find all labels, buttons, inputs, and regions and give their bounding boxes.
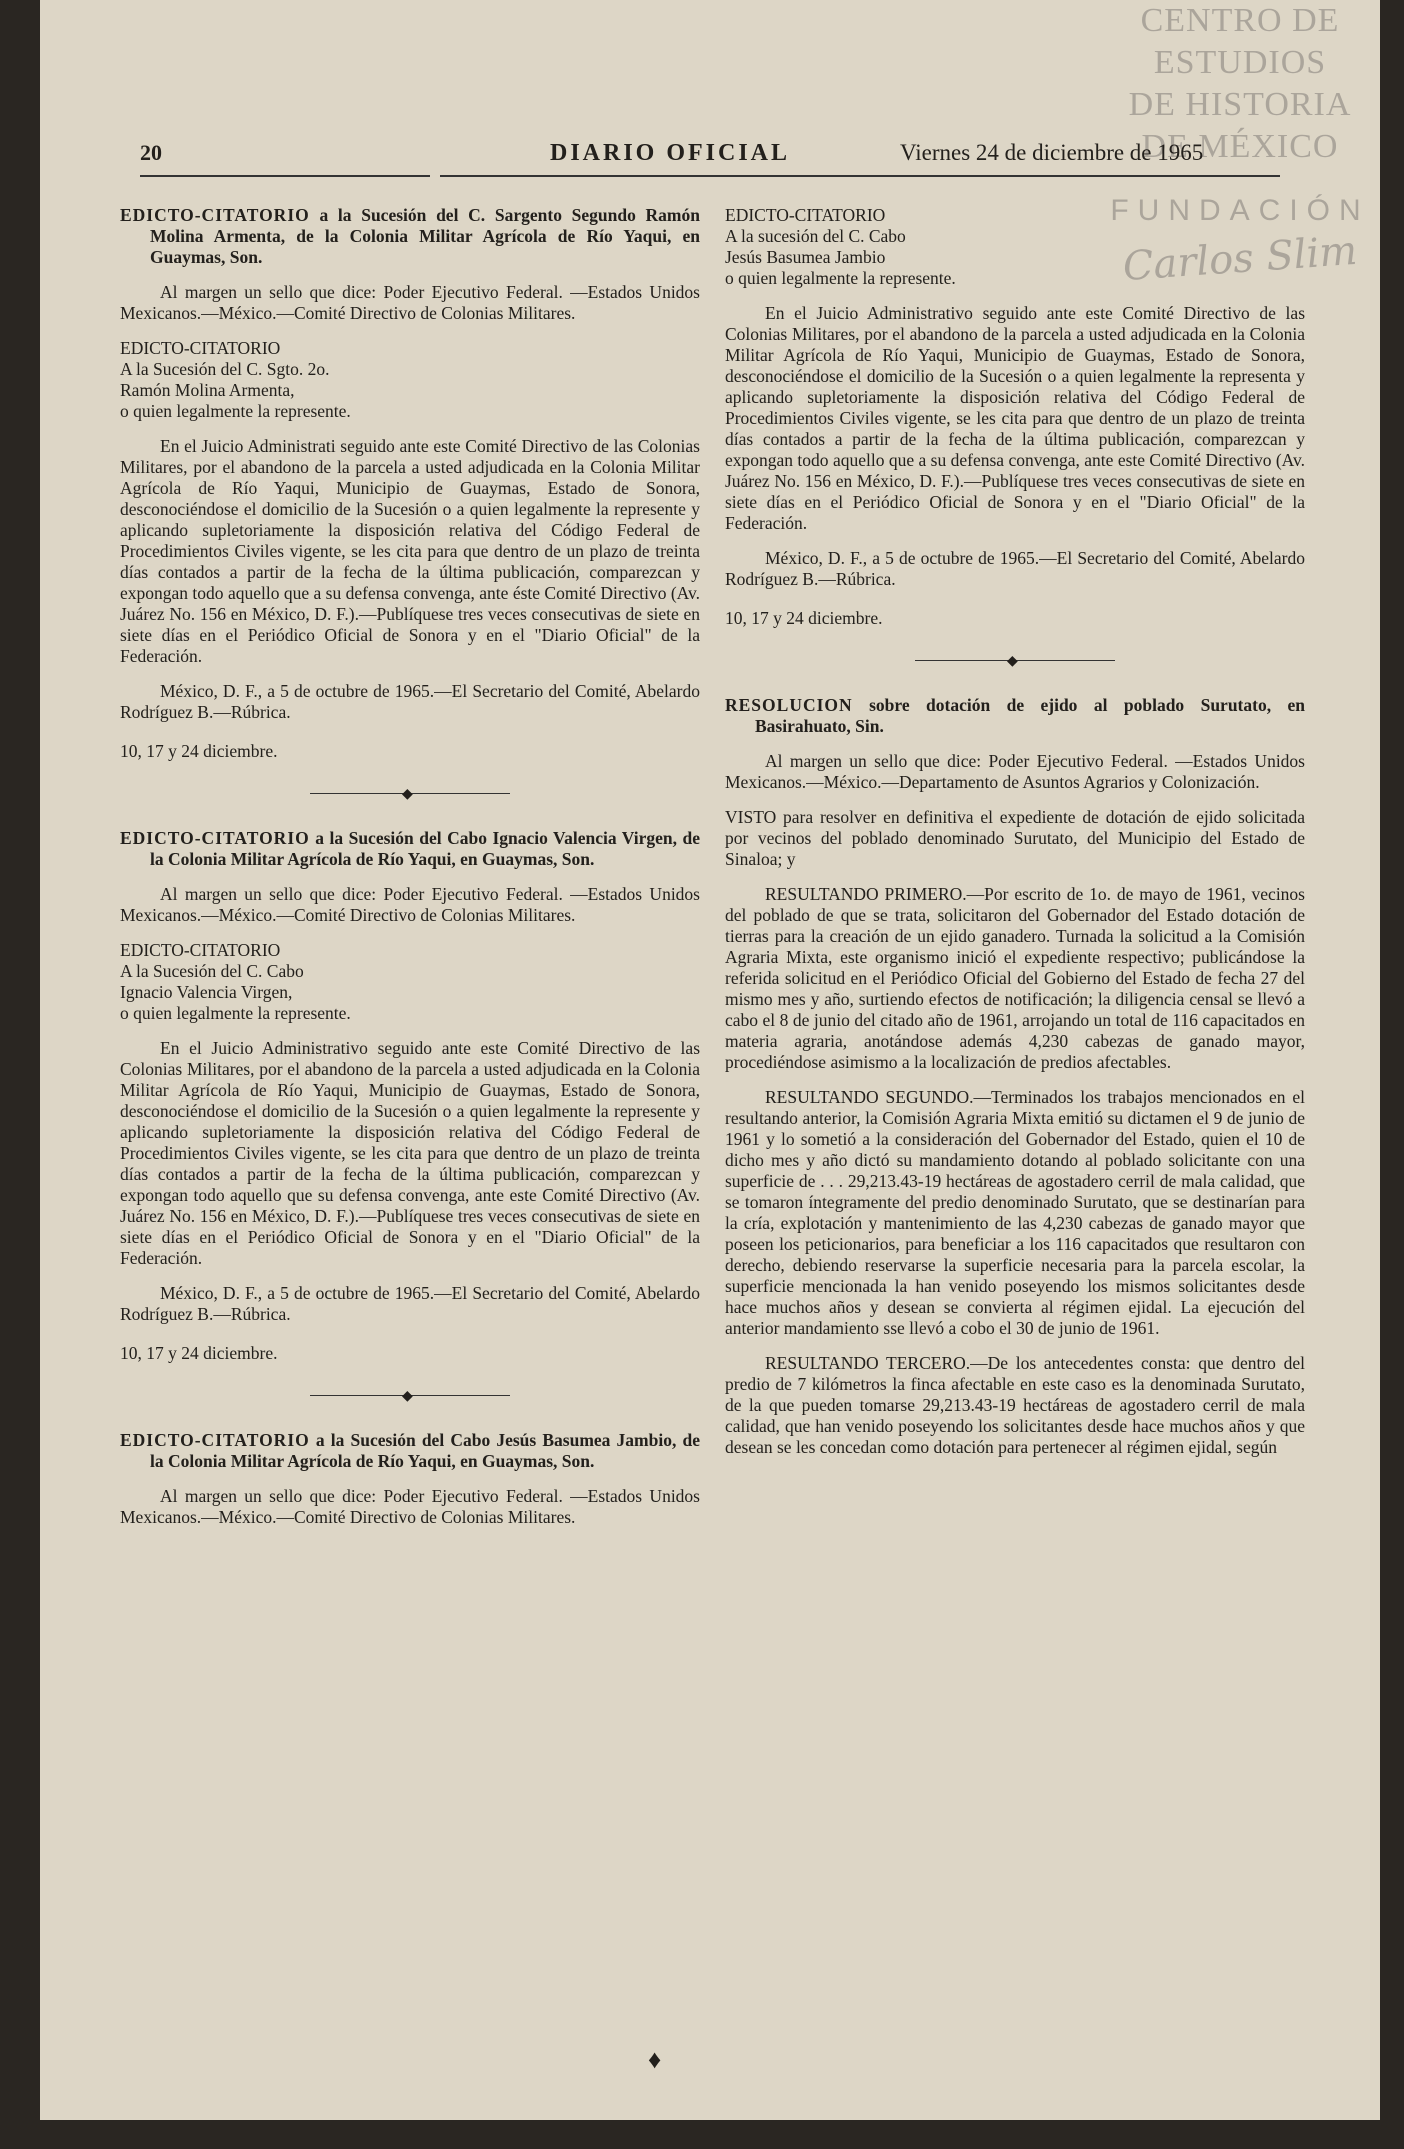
notice-address: EDICTO-CITATORIO A la sucesión del C. Cabo Jesús Basumea Jambio o quien legalmente la represente. [725, 205, 956, 288]
notice-body: En el Juicio Administrativo seguido ante este Comité Directivo de las Colonias Militares, por el abandono de la parcela a usted adjudicada en la Colonia Militar Agrícola de Río Yaqui, Municipio de Guaymas, Estado de Sonora, desconociéndose el domicilio de la Sucesión o a quien legalmente la represente y aplicando supletoriamente la disposición relativa del Código Federal de Procedimientos Civiles vigente, se les cita para que dentro de un plazo de treinta días contados a partir de la fecha de la última publicación, comparezcan y expongan todo aquello que su defensa convenga, ante este Comité Directivo (Av. Juárez No. 156 en México, D. F.).—Publíquese tres veces consecutivas de siete en siete días en el Periódico Oficial de Sonora y en el "Diario Oficial" de la Federación. [120, 1038, 700, 1268]
publication-dates: 10, 17 y 24 diciembre. [120, 741, 278, 761]
seal-text: Al margen un sello que dice: Poder Ejecutivo Federal. —Estados Unidos Mexicanos.—México.—Comité Directivo de Colonias Militares. [120, 282, 700, 323]
seal-text: Al margen un sello que dice: Poder Ejecutivo Federal. —Estados Unidos Mexicanos.—México.—Comité Directivo de Colonias Militares. [120, 884, 700, 925]
resultando-primero: RESULTANDO PRIMERO.—Por escrito de 1o. de mayo de 1961, vecinos del poblado de que se trata, solicitaron del Gobernador del Estado dotación de tierras para la creación de un ejido ganadero. Turnada la solicitud a la Comisión Agraria Mixta, este organismo inició el expediente respectivo; publicándose la referida solicitud en el Periódico Oficial del Gobierno del Estado de fecha 27 del mismo mes y año, surtiendo efectos de notificación; la diligencia censal se llevó a cabo el 8 de junio del citado año de 1961, arrojando un total de 116 capacitados en materia agraria, anotándose además 4,230 cabezas de ganado mayor, procediéndose asimismo a la localización de predios afectables. [725, 884, 1305, 1072]
page-number: 20 [140, 140, 162, 165]
watermark-line: DE MÉXICO [1141, 128, 1339, 165]
issue-date: Viernes 24 de diciembre de 1965 [900, 140, 1204, 165]
publication-dates: 10, 17 y 24 diciembre. [120, 1343, 278, 1363]
resolution-title: RESOLUCION sobre dotación de ejido al poblado Surutato, en Basirahuato, Sin. [725, 695, 1305, 736]
section-divider: ◆ [725, 651, 1305, 671]
header-rule [440, 175, 1280, 177]
seal-text: Al margen un sello que dice: Poder Ejecutivo Federal. —Estados Unidos Mexicanos.—México.—Comité Directivo de Colonias Militares. [120, 1486, 700, 1527]
signature-line: México, D. F., a 5 de octubre de 1965.—El Secretario del Comité, Abelardo Rodríguez B.—Rúbrica. [120, 681, 700, 722]
seal-text: Al margen un sello que dice: Poder Ejecutivo Federal. —Estados Unidos Mexicanos.—México.—Departamento de Asuntos Agrarios y Colonización. [725, 751, 1305, 792]
notice-body: En el Juicio Administrativo seguido ante este Comité Directivo de las Colonias Militares, por el abandono de la parcela a usted adjudicada en la Colonia Militar Agrícola de Río Yaqui, Municipio de Guaymas, Estado de Sonora, desconociéndose el domicilio de la Sucesión o a quien legalmente la representa y aplicando supletoriamente la disposición relativa del Código Federal de Procedimientos Civiles vigente, se les cita para que dentro de un plazo de treinta días contados a partir de la fecha de la última publicación, comparezcan y expongan todo aquello que a su defensa convenga, ante este Comité Directivo (Av. Juárez No. 156 en México, D. F.).—Publíquese tres veces consecutivas de siete en siete días en el Periódico Oficial de Sonora y en el "Diario Oficial" de la Federación. [725, 303, 1305, 533]
watermark-signature: Carlos Slim [1121, 227, 1359, 291]
notice-address: EDICTO-CITATORIO A la Sucesión del C. Cabo Ignacio Valencia Virgen, o quien legalmente la represente. [120, 940, 351, 1023]
notice-body: En el Juicio Administrati seguido ante este Comité Directivo de las Colonias Militares, por el abandono de la parcela a usted adjudicada en la Colonia Militar Agrícola de Río Yaqui, Municipio de Guaymas, Estado de Sonora, desconociéndose el domicilio de la Sucesión o a quien legalmente la represente y aplicando supletoriamente la disposición relativa del Código Federal de Procedimientos Civiles vigente, se les cita para que dentro de un plazo de treinta días contados a partir de la fecha de la última publicación, comparezcan y expongan todo aquello que a su defensa convenga, ante éste Comité Directivo (Av. Juárez No. 156 en México, D. F.).—Publíquese tres veces consecutivas de siete en siete días en el Periódico Oficial de Sonora y en el "Diario Oficial" de la Federación. [120, 436, 700, 666]
watermark-foundation: FUNDACIÓN [1110, 194, 1370, 227]
notice-address: EDICTO-CITATORIO A la Sucesión del C. Sgto. 2o. Ramón Molina Armenta, o quien legalmente la represente. [120, 338, 351, 421]
resultando-tercero: RESULTANDO TERCERO.—De los antecedentes consta: que dentro del predio de 7 kilómetros la finca afectable en este caso es la denominada Surutato, de la que pueden tomarse 29,213.43-19 hectáreas de agostadero cerril de mala calidad, que han venido poseyendo los solicitantes desde hace muchos años y que desean se les concedan como dotación para pertenecer al régimen ejidal, según [725, 1353, 1305, 1457]
notice-title: EDICTO-CITATORIO a la Sucesión del C. Sargento Segundo Ramón Molina Armenta, de la Colonia Militar Agrícola de Río Yaqui, en Guaymas, Son. [120, 205, 700, 267]
newspaper-page [40, 0, 1380, 2120]
signature-line: México, D. F., a 5 de octubre de 1965.—El Secretario del Comité, Abelardo Rodríguez B.—Rúbrica. [120, 1283, 700, 1324]
journal-title: DIARIO OFICIAL [550, 140, 791, 166]
watermark-line: DE HISTORIA [1128, 86, 1352, 123]
notice-title: EDICTO-CITATORIO a la Sucesión del Cabo Jesús Basumea Jambio, de la Colonia Militar Agrícola de Río Yaqui, en Guaymas, Son. [120, 1430, 700, 1471]
visto-paragraph: VISTO para resolver en definitiva el expediente de dotación de ejido solicitada por vecinos del poblado denominado Surutato, del Municipio del Estado de Sinaloa; y [725, 807, 1305, 869]
section-divider: ◆ [120, 1386, 700, 1406]
section-divider: ◆ [120, 784, 700, 804]
left-column [120, 205, 700, 1542]
watermark-line: ESTUDIOS [1153, 44, 1327, 81]
right-column [725, 205, 1305, 1472]
notice-title: EDICTO-CITATORIO a la Sucesión del Cabo Ignacio Valencia Virgen, de la Colonia Militar Agrícola de Río Yaqui, en Guaymas, Son. [120, 828, 700, 869]
header-rule [140, 175, 430, 177]
publication-dates: 10, 17 y 24 diciembre. [725, 608, 883, 628]
page-header [140, 140, 1280, 180]
watermark-line: CENTRO DE [1140, 2, 1340, 39]
signature-line: México, D. F., a 5 de octubre de 1965.—El Secretario del Comité, Abelardo Rodríguez B.—Rúbrica. [725, 548, 1305, 589]
resultando-segundo: RESULTANDO SEGUNDO.—Terminados los trabajos mencionados en el resultando anterior, la Comisión Agraria Mixta emitió su dictamen el 9 de junio de 1961 y lo sometió a la consideración del Gobernador del Estado, quien el 10 de dicho mes y año dictó su mandamiento dotando al poblado solicitante con una superficie de . . . 29,213.43-19 hectáreas de agostadero cerril de mala calidad, que se tomaron íntegramente del predio denominado Surutato, que se destinarían para la cría, explotación y mantenimiento de las 4,230 cabezas de ganado mayor que poseen los peticionarios, para beneficiar a los 116 capacitados que resultaron con derecho, debiendo reservarse la superficie necesaria para la parcela escolar, la superficie mencionada la han venido poseyendo los mismos solicitantes desde hace muchos años y desean se convierta al régimen ejidal. La ejecución del anterior mandamiento sse llevó a cobo el 30 de junio de 1961. [725, 1087, 1305, 1338]
footer-mark: ♦ [648, 2045, 662, 2074]
